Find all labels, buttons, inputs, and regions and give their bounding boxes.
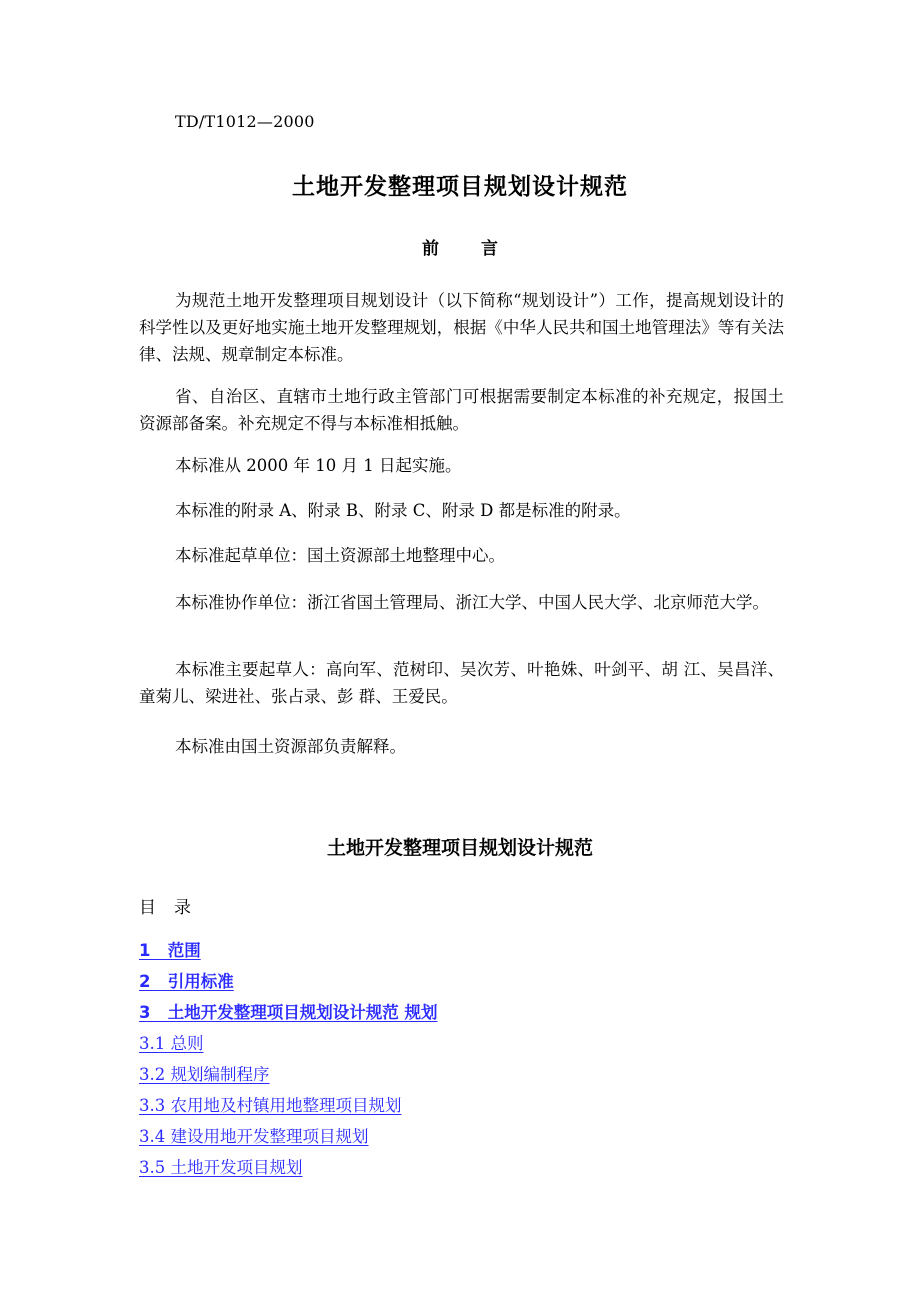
toc-item [139,968,437,999]
preface-paragraph: 本标准从 2000 年 10 月 1 日起实施。 [175,456,462,475]
toc-link-references[interactable]: 2 引用标准 [139,972,234,991]
preface-paragraph: 为规范土地开发整理项目规划设计（以下简称“规划设计”）工作，提高规划设计的科学性以及更好地实施土地开发整理规划，根据《中华人民共和国土地管理法》等有关法律、法规、规章制定本标准。 [139,291,784,364]
toc-item [139,1061,437,1092]
preface-heading [0,234,920,259]
toc-link-procedure[interactable]: 3.2 规划编制程序 [139,1065,270,1084]
toc-link-general[interactable]: 3.1 总则 [139,1034,204,1053]
preface-paragraph: 本标准由国土资源部负责解释。 [175,737,406,756]
toc-item [139,1030,437,1061]
toc-item [139,999,437,1030]
table-of-contents [139,937,437,1185]
toc-link-farmland[interactable]: 3.3 农用地及村镇用地整理项目规划 [139,1096,402,1115]
toc-item [139,1123,437,1154]
preface-heading-right: 言 [481,239,498,259]
preface-paragraph: 省、自治区、直辖市土地行政主管部门可根据需要制定本标准的补充规定，报国土资源部备案。补充规定不得与本标准相抵触。 [139,387,784,433]
section-title: 土地开发整理项目规划设计规范 [326,837,593,859]
preface-paragraph: 本标准协作单位：浙江省国土管理局、浙江大学、中国人民大学、北京师范大学。 [175,593,769,612]
preface-paragraph: 本标准主要起草人：高向军、范树印、吴次芳、叶艳姝、叶剑平、胡 江、吴昌洋、童菊儿、梁进社、张占录、彭 群、王爱民。 [139,660,784,706]
preface-heading-left: 前 [422,239,439,259]
toc-item [139,1154,437,1185]
toc-link-scope[interactable]: 1 范围 [139,941,201,960]
standard-code: TD/T1012—2000 [175,112,315,131]
preface-paragraph: 本标准起草单位：国土资源部土地整理中心。 [175,546,505,565]
toc-item [139,1092,437,1123]
toc-link-land-development[interactable]: 3.5 土地开发项目规划 [139,1158,303,1177]
toc-link-construction[interactable]: 3.4 建设用地开发整理项目规划 [139,1127,369,1146]
toc-item [139,937,437,968]
document-title: 土地开发整理项目规划设计规范 [292,174,628,200]
preface-paragraph: 本标准的附录 A、附录 B、附录 C、附录 D 都是标准的附录。 [175,501,631,520]
toc-link-planning[interactable]: 3 土地开发整理项目规划设计规范 规划 [139,1003,438,1022]
toc-heading: 目录 [139,898,209,918]
